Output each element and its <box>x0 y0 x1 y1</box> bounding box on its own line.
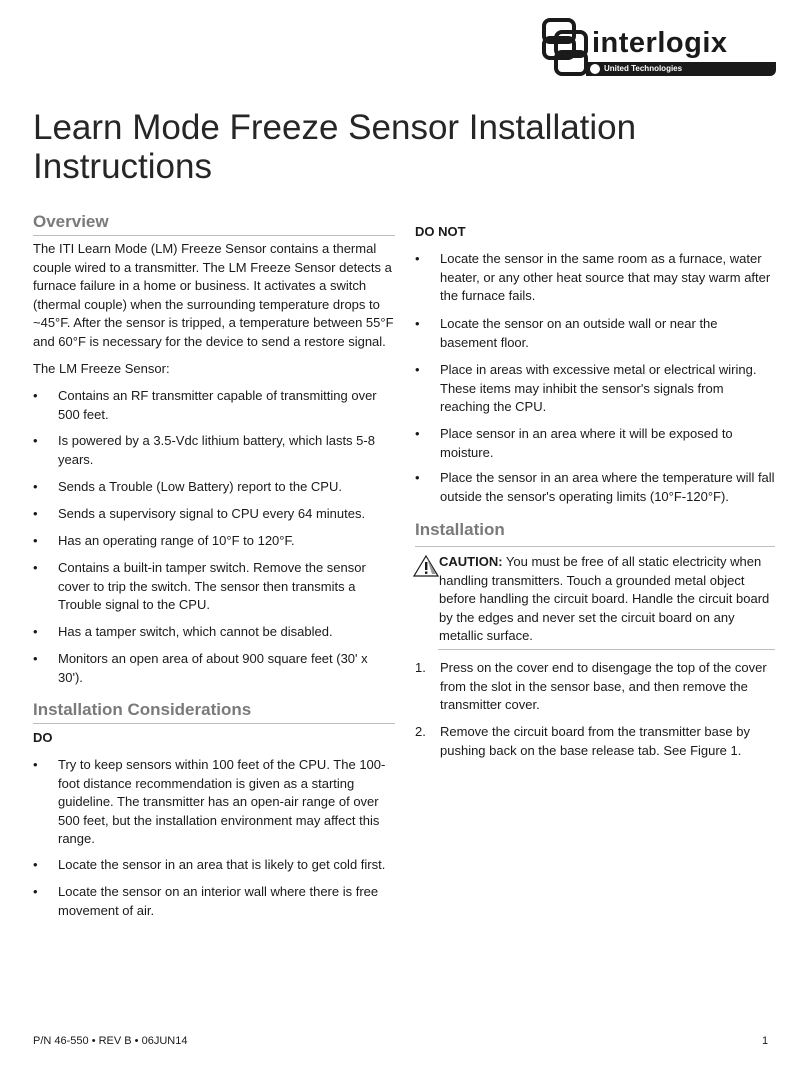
footer-page-number: 1 <box>762 1035 769 1047</box>
do-not-label: DO NOT <box>415 224 466 239</box>
caution-body: You must be free of all static electricity when handling transmitters. Touch a grounded metal object before handling the circuit board. Handle the circuit board by the edges and never set the circuit board on any metallic surface. <box>439 554 770 644</box>
bullet-icon: • <box>33 506 38 521</box>
list-item-text: Try to keep sensors within 100 feet of the CPU. The 100-foot distance recommendation is given as a starting guideline. The transmitter has an open-air range of over 500 feet, but the installation environment may affect this range. <box>58 757 386 847</box>
bullet-icon: • <box>415 470 420 485</box>
list-item-text: Locate the sensor in an area that is likely to get cold first. <box>58 857 386 872</box>
bullet-icon: • <box>33 757 38 772</box>
bullet-icon: • <box>33 884 38 899</box>
page-title: Learn Mode Freeze Sensor Installation Instructions <box>33 108 637 186</box>
brand-logo <box>542 18 776 78</box>
brand-name: interlogix <box>592 27 728 59</box>
bullet-icon: • <box>415 316 420 331</box>
caution-text <box>439 553 773 646</box>
list-item-text: Sends a supervisory signal to CPU every 64 minutes. <box>58 506 366 521</box>
list-item-text: Locate the sensor in the same room as a furnace, water heater, or any other heat source that may stay warm after the furnace fails. <box>440 251 771 304</box>
bullet-icon: • <box>33 624 38 639</box>
considerations-heading: Installation Considerations <box>33 700 252 719</box>
list-item-text: Is powered by a 3.5-Vdc lithium battery, which lasts 5-8 years. <box>58 433 375 467</box>
bullet-icon: • <box>415 362 420 377</box>
overview-list-intro: The LM Freeze Sensor: <box>33 361 170 376</box>
overview-paragraph: The ITI Learn Mode (LM) Freeze Sensor contains a thermal couple wired to a transmitter. The LM Freeze Sensor detects a furnace failure in a home or business. It activates a switch (thermal couple) when the surrounding temperature drops to ~45°F. After the sensor is tripped, a temperature between 55°F and 60°F is necessary for the device to send a restore signal. <box>33 241 394 349</box>
footer-part-number: P/N 46-550 • REV B • 06JUN14 <box>33 1035 188 1047</box>
list-item-text: Has an operating range of 10°F to 120°F. <box>58 533 295 548</box>
caution-note <box>413 553 775 645</box>
step-number: 1. <box>415 660 426 675</box>
caution-label: CAUTION: <box>439 554 503 569</box>
bullet-icon: • <box>415 251 420 266</box>
installation-heading: Installation <box>415 520 505 539</box>
installation-rule <box>415 546 775 547</box>
list-item-text: Sends a Trouble (Low Battery) report to the CPU. <box>58 479 342 494</box>
overview-heading: Overview <box>33 212 109 231</box>
caution-rule <box>438 649 775 650</box>
bullet-icon: • <box>33 433 38 448</box>
considerations-rule <box>33 723 395 724</box>
list-item-text: Place in areas with excessive metal or electrical wiring. These items may inhibit the sensor's signals from reaching the CPU. <box>440 362 757 415</box>
list-item-text: Has a tamper switch, which cannot be disabled. <box>58 624 333 639</box>
brand-tagline-bar <box>586 62 776 76</box>
step-text: Remove the circuit board from the transmitter base by pushing back on the base release tab. See Figure 1. <box>440 724 750 758</box>
bullet-icon: • <box>33 533 38 548</box>
bullet-icon: • <box>33 388 38 403</box>
list-item-text: Contains an RF transmitter capable of transmitting over 500 feet. <box>58 388 377 422</box>
brand-tagline: United Technologies <box>604 64 683 73</box>
list-item-text: Locate the sensor on an outside wall or near the basement floor. <box>440 316 718 350</box>
bullet-icon: • <box>33 857 38 872</box>
overview-rule <box>33 235 395 236</box>
list-item-text: Contains a built-in tamper switch. Remove the sensor cover to trip the switch. The sensor then transmits a Trouble signal to the CPU. <box>58 560 366 613</box>
step-text: Press on the cover end to disengage the top of the cover from the slot in the sensor base, and then remove the transmitter cover. <box>440 660 767 713</box>
warning-icon <box>413 555 439 577</box>
interlogix-logo-icon <box>542 18 588 76</box>
bullet-icon: • <box>415 426 420 441</box>
bullet-icon: • <box>33 560 38 575</box>
do-label: DO <box>33 730 53 745</box>
list-item-text: Place sensor in an area where it will be exposed to moisture. <box>440 426 733 460</box>
list-item-text: Locate the sensor on an interior wall where there is free movement of air. <box>58 884 379 918</box>
bullet-icon: • <box>33 651 38 666</box>
list-item-text: Monitors an open area of about 900 square feet (30' x 30'). <box>58 651 368 685</box>
list-item-text: Place the sensor in an area where the temperature will fall outside the sensor's operating limits (10°F-120°F). <box>440 470 775 504</box>
step-number: 2. <box>415 724 426 739</box>
bullet-icon: • <box>33 479 38 494</box>
utc-icon <box>590 64 600 74</box>
